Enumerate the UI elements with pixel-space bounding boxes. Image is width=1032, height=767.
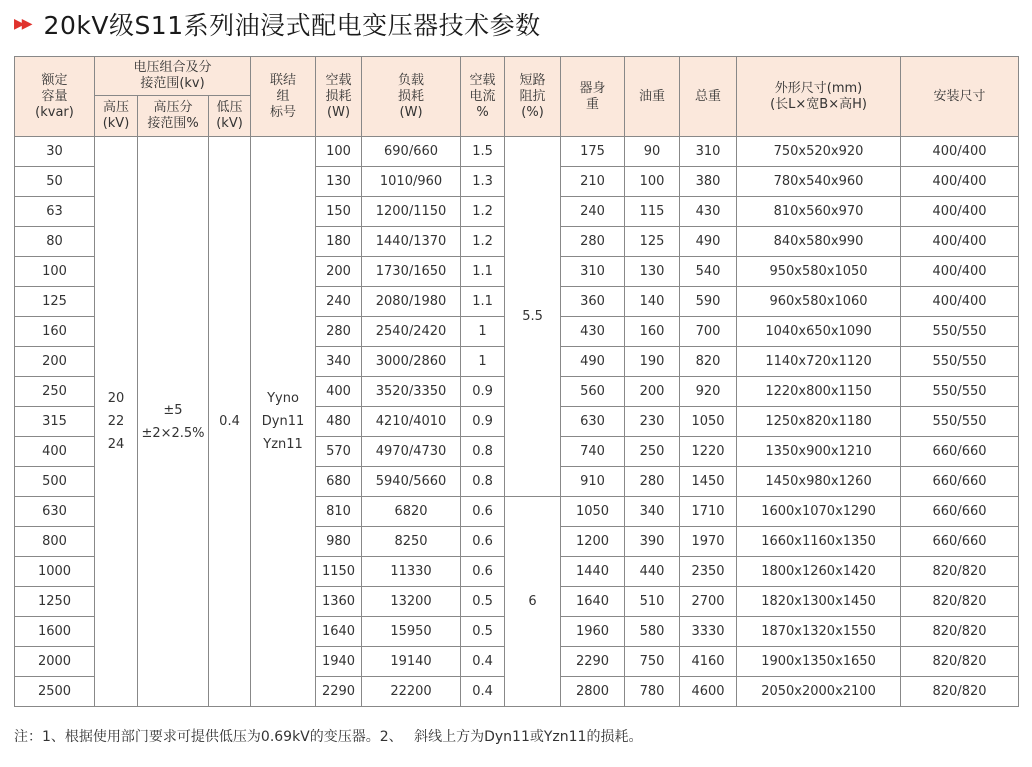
cell-no-load-current: 0.4: [461, 677, 505, 707]
cell-load-loss: 4970/4730: [362, 437, 461, 467]
cell-dimensions: 1140x720x1120: [737, 347, 901, 377]
cell-capacity: 630: [15, 497, 95, 527]
cell-no-load-loss: 280: [316, 317, 362, 347]
cell-capacity: 315: [15, 407, 95, 437]
cell-load-loss: 1440/1370: [362, 227, 461, 257]
cell-no-load-loss: 130: [316, 167, 362, 197]
cell-total-weight: 540: [680, 257, 737, 287]
cell-no-load-current: 1.2: [461, 197, 505, 227]
cell-load-loss: 3000/2860: [362, 347, 461, 377]
cell-capacity: 250: [15, 377, 95, 407]
cell-total-weight: 1970: [680, 527, 737, 557]
cell-mounting: 400/400: [901, 167, 1019, 197]
cell-body-weight: 280: [561, 227, 625, 257]
cell-capacity: 63: [15, 197, 95, 227]
cell-dimensions: 950x580x1050: [737, 257, 901, 287]
cell-capacity: 1600: [15, 617, 95, 647]
cell-no-load-current: 1.1: [461, 287, 505, 317]
header-body-weight: 器身 重: [561, 57, 625, 137]
cell-total-weight: 2700: [680, 587, 737, 617]
cell-mounting: 400/400: [901, 257, 1019, 287]
cell-capacity: 125: [15, 287, 95, 317]
cell-oil-weight: 90: [625, 137, 680, 167]
cell-body-weight: 1200: [561, 527, 625, 557]
cell-load-loss: 15950: [362, 617, 461, 647]
cell-mounting: 820/820: [901, 677, 1019, 707]
cell-body-weight: 2800: [561, 677, 625, 707]
header-dimensions: 外形尺寸(mm) (长L×宽B×高H): [737, 57, 901, 137]
cell-oil-weight: 340: [625, 497, 680, 527]
cell-body-weight: 360: [561, 287, 625, 317]
cell-capacity: 1000: [15, 557, 95, 587]
footnote: 注：1、根据使用部门要求可提供低压为0.69kV的变压器。2、 斜线上方为Dyn11或Yzn11的损耗。: [14, 729, 643, 745]
cell-body-weight: 630: [561, 407, 625, 437]
cell-no-load-loss: 150: [316, 197, 362, 227]
cell-total-weight: 3330: [680, 617, 737, 647]
cell-no-load-current: 1.3: [461, 167, 505, 197]
cell-body-weight: 430: [561, 317, 625, 347]
cell-total-weight: 820: [680, 347, 737, 377]
cell-capacity: 800: [15, 527, 95, 557]
cell-oil-weight: 390: [625, 527, 680, 557]
cell-body-weight: 175: [561, 137, 625, 167]
header-impedance: 短路 阻抗 (%): [505, 57, 561, 137]
cell-dimensions: 960x580x1060: [737, 287, 901, 317]
cell-body-weight: 2290: [561, 647, 625, 677]
cell-mounting: 400/400: [901, 227, 1019, 257]
cell-total-weight: 4160: [680, 647, 737, 677]
cell-load-loss: 5940/5660: [362, 467, 461, 497]
cell-load-loss: 4210/4010: [362, 407, 461, 437]
cell-oil-weight: 160: [625, 317, 680, 347]
cell-no-load-loss: 810: [316, 497, 362, 527]
cell-dimensions: 1870x1320x1550: [737, 617, 901, 647]
cell-load-loss: 1010/960: [362, 167, 461, 197]
table-row: [15, 137, 1019, 167]
cell-total-weight: 700: [680, 317, 737, 347]
cell-total-weight: 1050: [680, 407, 737, 437]
cell-oil-weight: 130: [625, 257, 680, 287]
header-load-loss: 负载 损耗 (W): [362, 57, 461, 137]
cell-impedance-a: 5.5: [505, 137, 561, 497]
cell-mounting: 550/550: [901, 347, 1019, 377]
cell-mounting: 660/660: [901, 467, 1019, 497]
cell-dimensions: 780x540x960: [737, 167, 901, 197]
cell-no-load-loss: 680: [316, 467, 362, 497]
cell-mounting: 550/550: [901, 317, 1019, 347]
cell-no-load-current: 0.5: [461, 617, 505, 647]
cell-load-loss: 690/660: [362, 137, 461, 167]
cell-oil-weight: 115: [625, 197, 680, 227]
cell-oil-weight: 580: [625, 617, 680, 647]
cell-total-weight: 380: [680, 167, 737, 197]
cell-capacity: 200: [15, 347, 95, 377]
cell-no-load-loss: 570: [316, 437, 362, 467]
cell-hv-merged: 20 22 24: [95, 137, 138, 707]
cell-total-weight: 4600: [680, 677, 737, 707]
cell-no-load-loss: 240: [316, 287, 362, 317]
cell-total-weight: 310: [680, 137, 737, 167]
cell-no-load-current: 0.5: [461, 587, 505, 617]
cell-oil-weight: 780: [625, 677, 680, 707]
cell-no-load-loss: 2290: [316, 677, 362, 707]
cell-no-load-current: 0.6: [461, 497, 505, 527]
cell-load-loss: 2080/1980: [362, 287, 461, 317]
header-hv: 高压 (kV): [95, 96, 138, 137]
page-title: 20kV级S11系列油浸式配电变压器技术参数: [43, 11, 541, 40]
cell-capacity: 80: [15, 227, 95, 257]
cell-no-load-current: 1.1: [461, 257, 505, 287]
cell-mounting: 400/400: [901, 287, 1019, 317]
header-tap: 高压分 接范围%: [138, 96, 209, 137]
double-arrow-icon: ▶▶: [14, 16, 30, 32]
cell-dimensions: 1600x1070x1290: [737, 497, 901, 527]
cell-body-weight: 1640: [561, 587, 625, 617]
cell-total-weight: 590: [680, 287, 737, 317]
cell-no-load-current: 0.9: [461, 377, 505, 407]
cell-vector-merged: Yyno Dyn11 Yzn11: [251, 137, 316, 707]
cell-no-load-current: 0.8: [461, 467, 505, 497]
cell-oil-weight: 230: [625, 407, 680, 437]
title-bar: [14, 6, 541, 42]
cell-load-loss: 1730/1650: [362, 257, 461, 287]
cell-total-weight: 1450: [680, 467, 737, 497]
header-oil-weight: 油重: [625, 57, 680, 137]
cell-no-load-loss: 180: [316, 227, 362, 257]
cell-no-load-current: 1: [461, 317, 505, 347]
cell-mounting: 660/660: [901, 437, 1019, 467]
header-lv: 低压 (kV): [209, 96, 251, 137]
cell-total-weight: 490: [680, 227, 737, 257]
spec-table: [14, 56, 1019, 707]
cell-total-weight: 430: [680, 197, 737, 227]
cell-dimensions: 1250x820x1180: [737, 407, 901, 437]
cell-load-loss: 11330: [362, 557, 461, 587]
cell-mounting: 820/820: [901, 647, 1019, 677]
cell-mounting: 660/660: [901, 497, 1019, 527]
cell-dimensions: 1800x1260x1420: [737, 557, 901, 587]
cell-total-weight: 1710: [680, 497, 737, 527]
cell-load-loss: 22200: [362, 677, 461, 707]
cell-no-load-current: 0.8: [461, 437, 505, 467]
cell-body-weight: 210: [561, 167, 625, 197]
cell-no-load-current: 0.6: [461, 557, 505, 587]
cell-dimensions: 840x580x990: [737, 227, 901, 257]
cell-mounting: 820/820: [901, 617, 1019, 647]
cell-no-load-current: 0.9: [461, 407, 505, 437]
cell-oil-weight: 250: [625, 437, 680, 467]
cell-oil-weight: 200: [625, 377, 680, 407]
header-no-load-loss: 空载 损耗 (W): [316, 57, 362, 137]
cell-oil-weight: 190: [625, 347, 680, 377]
cell-oil-weight: 440: [625, 557, 680, 587]
cell-body-weight: 240: [561, 197, 625, 227]
cell-body-weight: 910: [561, 467, 625, 497]
cell-body-weight: 1050: [561, 497, 625, 527]
cell-mounting: 550/550: [901, 407, 1019, 437]
cell-no-load-loss: 1940: [316, 647, 362, 677]
cell-oil-weight: 125: [625, 227, 680, 257]
cell-total-weight: 920: [680, 377, 737, 407]
cell-capacity: 2500: [15, 677, 95, 707]
cell-no-load-loss: 400: [316, 377, 362, 407]
cell-oil-weight: 280: [625, 467, 680, 497]
cell-capacity: 160: [15, 317, 95, 347]
cell-body-weight: 310: [561, 257, 625, 287]
header-total-weight: 总重: [680, 57, 737, 137]
cell-dimensions: 810x560x970: [737, 197, 901, 227]
cell-capacity: 1250: [15, 587, 95, 617]
cell-load-loss: 13200: [362, 587, 461, 617]
cell-dimensions: 1040x650x1090: [737, 317, 901, 347]
header-voltage-group: 电压组合及分 接范围(kv): [95, 57, 251, 96]
header-mounting: 安装尺寸: [901, 57, 1019, 137]
cell-no-load-loss: 1640: [316, 617, 362, 647]
cell-body-weight: 1440: [561, 557, 625, 587]
cell-no-load-current: 1: [461, 347, 505, 377]
header-no-load-current: 空载 电流 %: [461, 57, 505, 137]
cell-dimensions: 1450x980x1260: [737, 467, 901, 497]
cell-load-loss: 1200/1150: [362, 197, 461, 227]
cell-dimensions: 1820x1300x1450: [737, 587, 901, 617]
cell-mounting: 400/400: [901, 137, 1019, 167]
cell-total-weight: 1220: [680, 437, 737, 467]
cell-no-load-current: 0.4: [461, 647, 505, 677]
cell-body-weight: 1960: [561, 617, 625, 647]
cell-no-load-current: 0.6: [461, 527, 505, 557]
cell-no-load-current: 1.5: [461, 137, 505, 167]
cell-mounting: 550/550: [901, 377, 1019, 407]
cell-no-load-loss: 980: [316, 527, 362, 557]
cell-dimensions: 1350x900x1210: [737, 437, 901, 467]
cell-dimensions: 1900x1350x1650: [737, 647, 901, 677]
cell-no-load-loss: 1150: [316, 557, 362, 587]
cell-total-weight: 2350: [680, 557, 737, 587]
cell-load-loss: 19140: [362, 647, 461, 677]
cell-no-load-loss: 200: [316, 257, 362, 287]
cell-capacity: 100: [15, 257, 95, 287]
cell-no-load-loss: 340: [316, 347, 362, 377]
cell-capacity: 400: [15, 437, 95, 467]
cell-mounting: 820/820: [901, 557, 1019, 587]
cell-body-weight: 490: [561, 347, 625, 377]
cell-capacity: 500: [15, 467, 95, 497]
cell-capacity: 50: [15, 167, 95, 197]
cell-impedance-b: 6: [505, 497, 561, 707]
cell-body-weight: 560: [561, 377, 625, 407]
cell-load-loss: 2540/2420: [362, 317, 461, 347]
cell-dimensions: 2050x2000x2100: [737, 677, 901, 707]
cell-dimensions: 1220x800x1150: [737, 377, 901, 407]
cell-oil-weight: 510: [625, 587, 680, 617]
cell-oil-weight: 100: [625, 167, 680, 197]
header-vector-group: 联结 组 标号: [251, 57, 316, 137]
cell-capacity: 2000: [15, 647, 95, 677]
cell-dimensions: 750x520x920: [737, 137, 901, 167]
cell-load-loss: 8250: [362, 527, 461, 557]
cell-no-load-loss: 1360: [316, 587, 362, 617]
cell-mounting: 660/660: [901, 527, 1019, 557]
cell-capacity: 30: [15, 137, 95, 167]
cell-no-load-current: 1.2: [461, 227, 505, 257]
cell-mounting: 400/400: [901, 197, 1019, 227]
cell-tap-merged: ±5 ±2×2.5%: [138, 137, 209, 707]
cell-no-load-loss: 480: [316, 407, 362, 437]
cell-load-loss: 3520/3350: [362, 377, 461, 407]
cell-no-load-loss: 100: [316, 137, 362, 167]
cell-oil-weight: 750: [625, 647, 680, 677]
cell-lv-merged: 0.4: [209, 137, 251, 707]
cell-body-weight: 740: [561, 437, 625, 467]
cell-mounting: 820/820: [901, 587, 1019, 617]
header-rated-capacity: 额定 容量 (kvar): [15, 57, 95, 137]
cell-load-loss: 6820: [362, 497, 461, 527]
cell-oil-weight: 140: [625, 287, 680, 317]
cell-dimensions: 1660x1160x1350: [737, 527, 901, 557]
